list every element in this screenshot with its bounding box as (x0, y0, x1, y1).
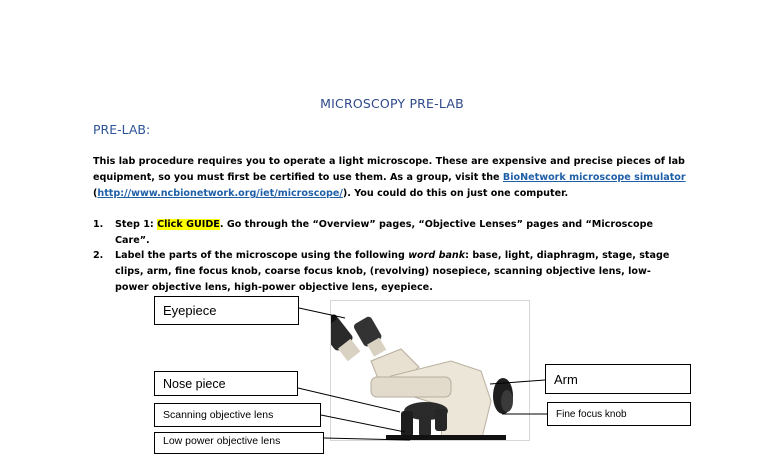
simulator-url-link[interactable]: http://www.ncbionetwork.org/iet/microscope/ (97, 188, 343, 199)
step-1-label: Step 1: (115, 219, 158, 230)
word-bank-emphasis: word bank (408, 250, 466, 261)
step-2-number: 2. (93, 250, 104, 261)
label-fine-focus-text: Fine focus knob (556, 408, 627, 420)
step-1-number: 1. (93, 219, 104, 230)
leader-line-scanning (321, 415, 405, 432)
intro-text-1: This lab procedure requires you to operate a light microscope. These are expensive and precise pieces of lab equipment, so you must first be certified to use them. As a group, visit the (93, 156, 685, 183)
label-eyepiece-text: Eyepiece (163, 303, 217, 318)
bionetwork-simulator-link[interactable]: BioNetwork microscope simulator (502, 172, 686, 183)
step-1-rest: . Go through the “Overview” pages, “Objective Lenses” pages and “Microscope Care”. (115, 219, 654, 246)
leader-line-arm (490, 380, 545, 384)
label-arm-text: Arm (554, 371, 578, 387)
click-guide-highlight: Click GUIDE (157, 219, 220, 230)
label-low-power-text: Low power objective lens (163, 435, 281, 447)
label-nosepiece-text: Nose piece (163, 376, 226, 391)
leader-line-nosepiece (298, 388, 400, 412)
leader-line-eyepiece (299, 308, 345, 318)
document-title: MICROSCOPY PRE-LAB (320, 96, 464, 111)
section-heading: PRE-LAB: (93, 122, 151, 137)
step-2-rest: : base, light, diaphragm, stage, stage clips, arm, fine focus knob, coarse focus knob, (revolving) nosepiece, scanning objective lens, low-power objective lens, high-power objective lens, eyepiece. (115, 250, 670, 293)
intro-text-3: ). You could do this on just one computer. (342, 188, 569, 199)
step-2-label: Label the parts of the microscope using the following (115, 250, 409, 261)
intro-text-2: ( (93, 188, 98, 199)
leader-line-low-power (324, 438, 410, 440)
label-scanning-text: Scanning objective lens (163, 409, 274, 421)
